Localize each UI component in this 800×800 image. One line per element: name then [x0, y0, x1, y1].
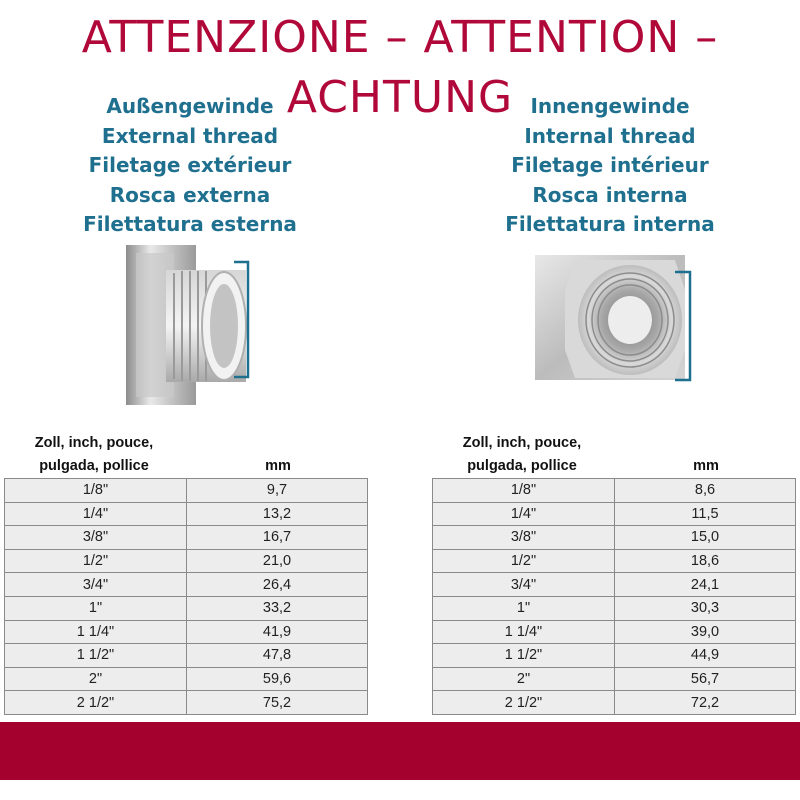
mm-cell: 47,8 — [187, 644, 368, 668]
mm-cell: 21,0 — [187, 549, 368, 573]
page-title: ATTENZIONE – ATTENTION – ACHTUNG — [81, 12, 719, 123]
external-size-table — [4, 478, 368, 715]
inch-cell: 1 1/4" — [5, 620, 187, 644]
table-row — [433, 479, 796, 503]
inch-cell: 2" — [5, 667, 187, 691]
external-thread-name-it: Filettatura esterna — [83, 212, 297, 236]
external-thread-name-en: External thread — [101, 123, 279, 148]
internal-thread-fitting-photo — [535, 250, 695, 385]
internal-thread-names — [420, 92, 800, 240]
mm-cell: 26,4 — [187, 573, 368, 597]
internal-table-header — [432, 432, 796, 478]
table-row — [5, 596, 368, 620]
table-row — [433, 526, 796, 550]
table-row — [5, 502, 368, 526]
inch-cell: 3/8" — [433, 526, 615, 550]
inch-cell: 3/8" — [5, 526, 187, 550]
table-row — [433, 620, 796, 644]
external-thread-fitting-photo — [126, 245, 261, 405]
mm-cell: 9,7 — [187, 479, 368, 503]
external-thread-name-de: Außengewinde — [106, 94, 274, 118]
table-row — [5, 644, 368, 668]
table-row — [433, 596, 796, 620]
table-row — [5, 549, 368, 573]
mm-cell: 30,3 — [615, 596, 796, 620]
inch-cell: 1/4" — [5, 502, 187, 526]
table-row — [5, 691, 368, 715]
mm-cell: 8,6 — [615, 479, 796, 503]
table-row — [5, 479, 368, 503]
mm-cell: 18,6 — [615, 549, 796, 573]
internal-thread-name-en: Internal thread — [524, 123, 696, 148]
mm-cell: 11,5 — [615, 502, 796, 526]
internal-size-table — [432, 478, 796, 715]
inch-cell: 1 1/2" — [5, 644, 187, 668]
inch-cell: 1" — [5, 596, 187, 620]
inch-cell: 3/4" — [433, 573, 615, 597]
inch-cell: 2" — [433, 667, 615, 691]
mm-cell: 13,2 — [187, 502, 368, 526]
table-row — [5, 620, 368, 644]
table-row — [5, 573, 368, 597]
mm-cell: 39,0 — [615, 620, 796, 644]
mm-cell: 56,7 — [615, 667, 796, 691]
external-inch-header-line2: pulgada, pollice — [39, 458, 149, 474]
table-row — [5, 526, 368, 550]
table-row — [433, 667, 796, 691]
inch-cell: 1 1/4" — [433, 620, 615, 644]
internal-thread-name-it: Filettatura interna — [505, 212, 715, 236]
table-row — [433, 502, 796, 526]
mm-cell: 59,6 — [187, 667, 368, 691]
mm-cell: 72,2 — [615, 691, 796, 715]
table-row — [433, 644, 796, 668]
internal-thread-name-es: Rosca interna — [532, 182, 688, 207]
inch-cell: 1/2" — [5, 549, 187, 573]
inch-cell: 1/4" — [433, 502, 615, 526]
internal-thread-name-de: Innengewinde — [530, 94, 690, 118]
inch-cell: 2 1/2" — [433, 691, 615, 715]
mm-cell: 41,9 — [187, 620, 368, 644]
mm-cell: 24,1 — [615, 573, 796, 597]
external-inch-header-line1: Zoll, inch, pouce, — [34, 435, 154, 451]
external-table-header — [4, 432, 368, 478]
external-mm-header: mm — [265, 458, 291, 474]
external-thread-section — [0, 92, 380, 240]
inch-cell: 1/2" — [433, 549, 615, 573]
table-row — [5, 667, 368, 691]
internal-inch-header-line1: Zoll, inch, pouce, — [462, 435, 582, 451]
mm-cell: 33,2 — [187, 596, 368, 620]
footer-bar — [0, 722, 800, 780]
inch-cell: 2 1/2" — [5, 691, 187, 715]
inch-cell: 1/8" — [5, 479, 187, 503]
inch-cell: 1 1/2" — [433, 644, 615, 668]
external-thread-name-fr: Filetage extérieur — [88, 153, 292, 177]
internal-thread-section — [420, 92, 800, 240]
mm-cell: 75,2 — [187, 691, 368, 715]
mm-cell: 16,7 — [187, 526, 368, 550]
mm-cell: 44,9 — [615, 644, 796, 668]
inch-cell: 3/4" — [5, 573, 187, 597]
external-thread-names — [0, 92, 380, 240]
table-row — [433, 691, 796, 715]
internal-inch-header-line2: pulgada, pollice — [467, 458, 577, 474]
internal-mm-header: mm — [693, 458, 719, 474]
external-thread-name-es: Rosca externa — [109, 182, 271, 207]
inch-cell: 1/8" — [433, 479, 615, 503]
mm-cell: 15,0 — [615, 526, 796, 550]
table-row — [433, 549, 796, 573]
table-row — [433, 573, 796, 597]
internal-thread-name-fr: Filetage intérieur — [511, 153, 709, 177]
inch-cell: 1" — [433, 596, 615, 620]
